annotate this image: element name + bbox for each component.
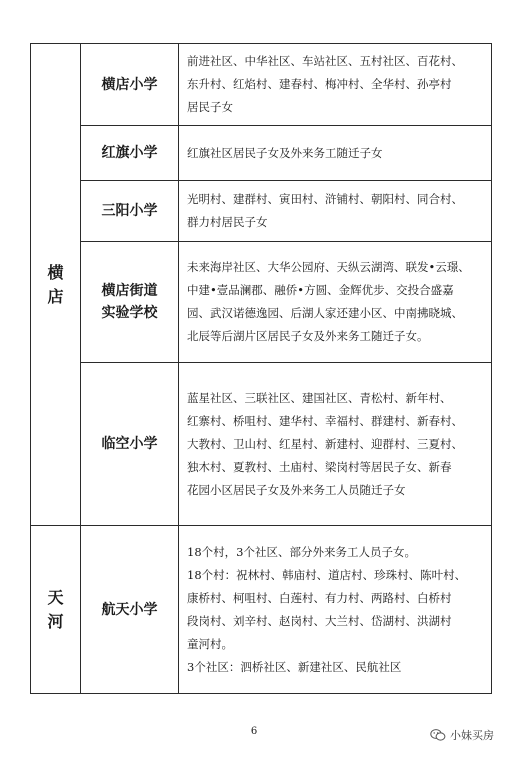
table-row	[31, 363, 492, 526]
school-name: 航天小学	[101, 601, 158, 618]
area-text-line: 18个村，3个社区、部分外来务工人员子女。	[187, 544, 416, 559]
area-text-line: 红寨村、桥咀村、建华村、幸福村、群建村、新春村、	[187, 413, 463, 428]
area-cell	[179, 363, 492, 526]
school-name: 横店小学	[101, 76, 158, 93]
school-name: 实验学校	[101, 305, 158, 321]
area-text-line: 北辰等后湖片区居民子女及外来务工随迁子女。	[187, 329, 429, 343]
school-cell	[81, 363, 179, 526]
table-row	[31, 44, 492, 126]
area-text-line: 段岗村、刘辛村、赵岗村、大兰村、岱湖村、洪湖村	[187, 613, 452, 628]
area-text-line: 光明村、建群村、寅田村、浒铺村、朝阳村、同合村、	[187, 192, 463, 206]
school-cell	[81, 126, 179, 181]
area-text-line: 群力村居民子女	[187, 215, 268, 229]
school-cell	[81, 526, 179, 694]
region-char: 店	[47, 286, 64, 306]
school-name: 三阳小学	[101, 203, 158, 219]
school-district-table	[30, 43, 492, 694]
school-cell	[81, 44, 179, 126]
wechat-logo-icon	[430, 728, 446, 742]
table-row	[31, 181, 492, 242]
area-text-line: 东升村、红焰村、建春村、梅冲村、全华村、孙亭村	[187, 77, 452, 91]
area-text-line: 康桥村、柯咀村、白莲村、有力村、两路村、白桥村	[187, 590, 452, 605]
school-name: 红旗小学	[101, 145, 158, 161]
area-text-line: 前进社区、中华社区、车站社区、五村社区、百花村、	[187, 54, 463, 68]
area-cell	[179, 126, 492, 181]
region-char: 横	[47, 262, 64, 282]
table-row	[31, 526, 492, 694]
region-char: 河	[47, 611, 64, 631]
school-cell	[81, 181, 179, 242]
table-row	[31, 242, 492, 363]
area-text-line: 园、武汉诺德逸园、后湖人家还建小区、中南拂晓城、	[187, 306, 463, 320]
area-text-line: 居民子女	[187, 100, 233, 114]
area-text-line: 蓝星社区、三联社区、建国社区、青松村、新年村、	[187, 390, 452, 405]
area-text-line: 红旗社区居民子女及外来务工随迁子女	[187, 145, 383, 160]
region-cell-tianhe	[31, 526, 81, 694]
watermark	[430, 727, 494, 743]
area-text-line: 未来海岸社区、大华公园府、天纵云湖湾、联发•云璟、	[187, 260, 470, 274]
school-name: 横店街道	[101, 283, 158, 299]
area-cell	[179, 44, 492, 126]
school-cell	[81, 242, 179, 363]
area-text-line: 18个村：祝林村、韩庙村、道店村、珍珠村、陈叶村、	[187, 567, 467, 582]
watermark-text: 小妹买房	[450, 729, 494, 742]
area-cell	[179, 242, 492, 363]
table-row	[31, 126, 492, 181]
area-text-line: 3个社区：泗桥社区、新建社区、民航社区	[187, 659, 402, 674]
area-text-line: 中建•壹品澜郡、融侨•方圆、金辉优步、交投合盛嘉	[187, 283, 454, 297]
area-cell	[179, 526, 492, 694]
region-cell-hengdian	[31, 44, 81, 526]
school-name: 临空小学	[101, 436, 158, 452]
area-text-line: 童河村。	[187, 636, 233, 651]
area-text-line: 大教村、卫山村、红星村、新建村、迎群村、三夏村、	[187, 436, 463, 451]
area-cell	[179, 181, 492, 242]
area-text-line: 花园小区居民子女及外来务工人员随迁子女	[187, 482, 406, 497]
region-char: 天	[47, 587, 64, 607]
page-number: 6	[250, 726, 258, 737]
area-text-line: 独木村、夏教村、土庙村、梁岗村等居民子女、新春	[187, 459, 452, 474]
